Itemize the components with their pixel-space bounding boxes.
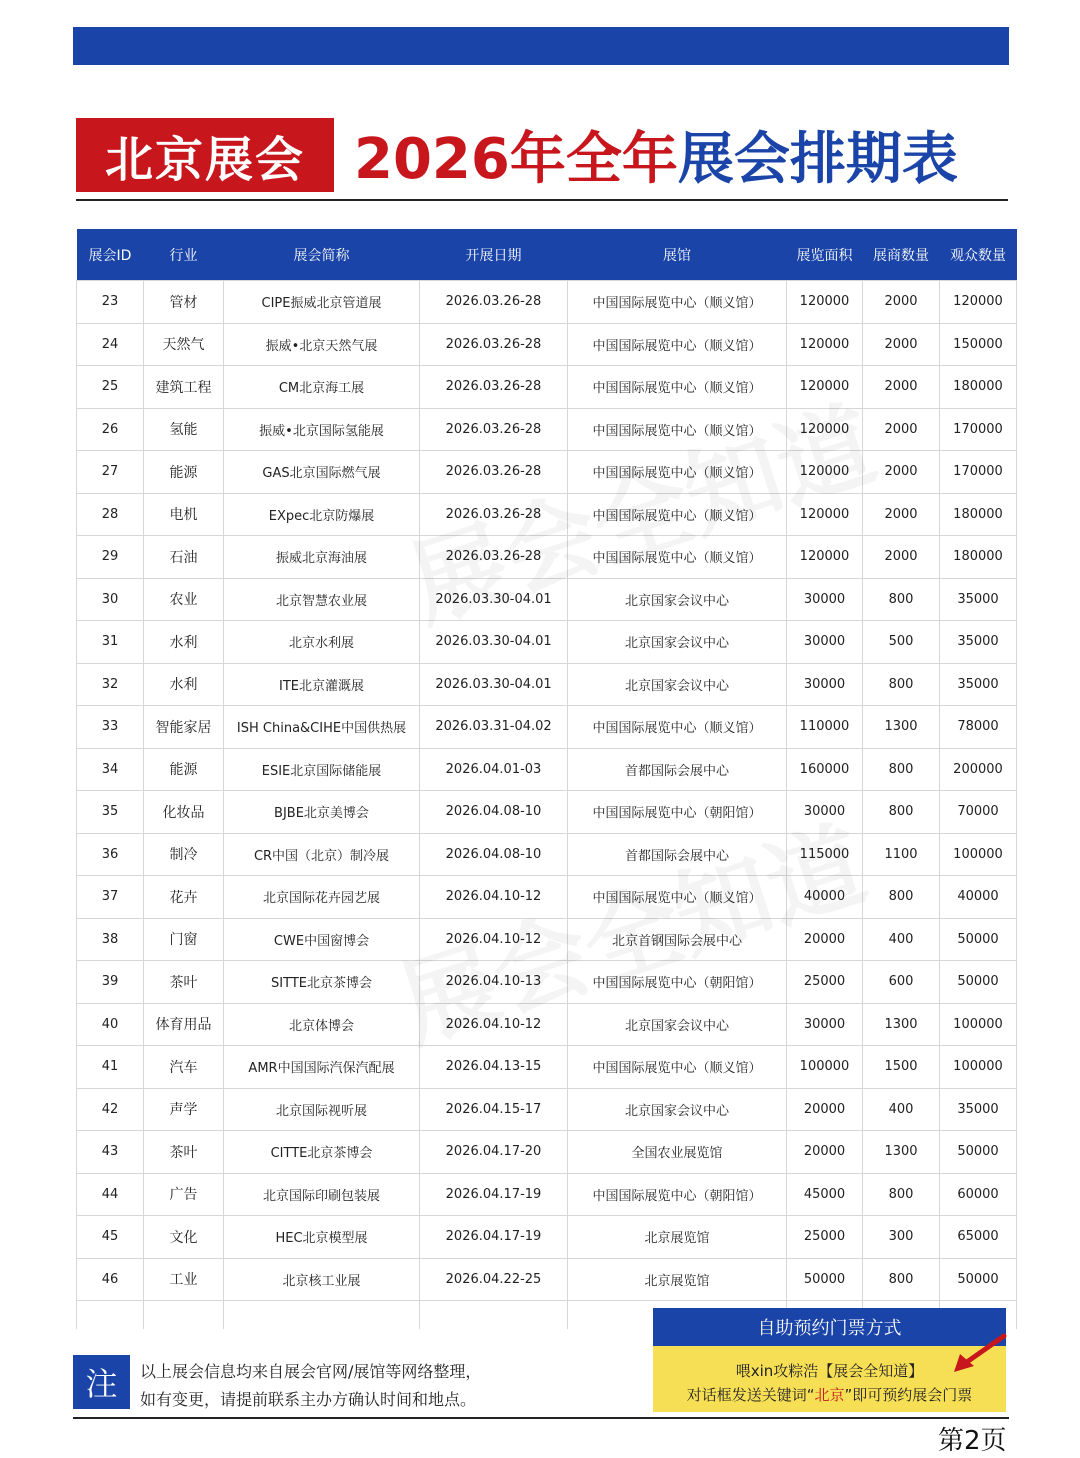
empty-cell [224, 1301, 420, 1330]
cell-venue: 中国国际展览中心（顺义馆） [568, 281, 787, 324]
cell-industry: 声学 [144, 1088, 224, 1131]
cell-id: 35 [77, 791, 144, 834]
note-text [140, 1358, 481, 1414]
table-row [77, 748, 1017, 791]
column-header: 展会ID [77, 229, 144, 281]
cell-date: 2026.03.26-28 [420, 536, 568, 579]
cell-industry: 电机 [144, 493, 224, 536]
cell-industry: 茶叶 [144, 1131, 224, 1174]
title-divider [76, 199, 1008, 201]
cell-exhibitors: 1300 [863, 1131, 940, 1174]
table-row [77, 536, 1017, 579]
cell-exhibitors: 300 [863, 1216, 940, 1259]
cell-exhibitors: 800 [863, 578, 940, 621]
page-title [354, 116, 958, 194]
cell-date: 2026.04.01-03 [420, 748, 568, 791]
table-row [77, 281, 1017, 324]
cell-name: AMR中国国际汽保汽配展 [224, 1046, 420, 1089]
cell-visitors: 78000 [940, 706, 1017, 749]
cell-date: 2026.04.08-10 [420, 833, 568, 876]
cell-visitors: 35000 [940, 1088, 1017, 1131]
cell-name: ISH China&CIHE中国供热展 [224, 706, 420, 749]
schedule-table [76, 229, 1017, 1329]
ticket-heading: 自助预约门票方式 [653, 1308, 1006, 1346]
cell-name: ESIE北京国际储能展 [224, 748, 420, 791]
cell-industry: 天然气 [144, 323, 224, 366]
cell-exhibitors: 1300 [863, 1003, 940, 1046]
table-row [77, 1046, 1017, 1089]
cell-industry: 能源 [144, 451, 224, 494]
cell-venue: 中国国际展览中心（顺义馆） [568, 493, 787, 536]
cell-visitors: 35000 [940, 663, 1017, 706]
top-banner-bar [73, 27, 1009, 65]
ticket-suffix: ”即可预约展会门票 [844, 1386, 973, 1404]
cell-id: 41 [77, 1046, 144, 1089]
cell-venue: 中国国际展览中心（顺义馆） [568, 408, 787, 451]
cell-date: 2026.04.10-13 [420, 961, 568, 1004]
cell-venue: 中国国际展览中心（顺义馆） [568, 536, 787, 579]
cell-name: GAS北京国际燃气展 [224, 451, 420, 494]
cell-visitors: 40000 [940, 876, 1017, 919]
cell-date: 2026.04.22-25 [420, 1258, 568, 1301]
schedule-table-container [76, 229, 1016, 1329]
cell-industry: 汽车 [144, 1046, 224, 1089]
cell-area: 120000 [787, 451, 863, 494]
cell-name: SITTE北京茶博会 [224, 961, 420, 1004]
table-row [77, 408, 1017, 451]
cell-id: 32 [77, 663, 144, 706]
cell-area: 25000 [787, 1216, 863, 1259]
column-header: 展览面积 [787, 229, 863, 281]
cell-area: 30000 [787, 791, 863, 834]
cell-venue: 北京国家会议中心 [568, 1088, 787, 1131]
cell-area: 30000 [787, 578, 863, 621]
cell-date: 2026.03.26-28 [420, 451, 568, 494]
cell-id: 44 [77, 1173, 144, 1216]
cell-area: 45000 [787, 1173, 863, 1216]
cell-name: 振威•北京国际氢能展 [224, 408, 420, 451]
cell-date: 2026.04.15-17 [420, 1088, 568, 1131]
cell-venue: 中国国际展览中心（朝阳馆） [568, 961, 787, 1004]
cell-date: 2026.03.26-28 [420, 281, 568, 324]
city-badge: 北京展会 [76, 118, 334, 192]
table-row [77, 1216, 1017, 1259]
cell-exhibitors: 2000 [863, 493, 940, 536]
cell-area: 30000 [787, 663, 863, 706]
cell-venue: 中国国际展览中心（顺义馆） [568, 451, 787, 494]
cell-area: 160000 [787, 748, 863, 791]
cell-date: 2026.04.17-19 [420, 1173, 568, 1216]
cell-venue: 中国国际展览中心（朝阳馆） [568, 1173, 787, 1216]
cell-id: 28 [77, 493, 144, 536]
cell-id: 29 [77, 536, 144, 579]
cell-name: HEC北京模型展 [224, 1216, 420, 1259]
cell-name: 北京水利展 [224, 621, 420, 664]
note-line-1: 以上展会信息均来自展会官网/展馆等网络整理， [140, 1362, 482, 1381]
cell-venue: 北京展览馆 [568, 1216, 787, 1259]
cell-id: 27 [77, 451, 144, 494]
cell-visitors: 50000 [940, 918, 1017, 961]
cell-industry: 建筑工程 [144, 366, 224, 409]
cell-exhibitors: 500 [863, 621, 940, 664]
cell-id: 46 [77, 1258, 144, 1301]
cell-industry: 化妆品 [144, 791, 224, 834]
cell-id: 23 [77, 281, 144, 324]
cell-venue: 北京国家会议中心 [568, 578, 787, 621]
cell-id: 39 [77, 961, 144, 1004]
table-row [77, 918, 1017, 961]
cell-venue: 北京国家会议中心 [568, 663, 787, 706]
cell-exhibitors: 2000 [863, 408, 940, 451]
cell-venue: 北京展览馆 [568, 1258, 787, 1301]
cell-date: 2026.03.30-04.01 [420, 621, 568, 664]
cell-venue: 中国国际展览中心（顺义馆） [568, 876, 787, 919]
cell-industry: 花卉 [144, 876, 224, 919]
cell-area: 110000 [787, 706, 863, 749]
cell-area: 25000 [787, 961, 863, 1004]
cell-date: 2026.04.10-12 [420, 876, 568, 919]
column-header: 开展日期 [420, 229, 568, 281]
cell-id: 40 [77, 1003, 144, 1046]
cell-exhibitors: 800 [863, 791, 940, 834]
cell-name: 北京体博会 [224, 1003, 420, 1046]
cell-name: CITTE北京茶博会 [224, 1131, 420, 1174]
cell-name: 北京核工业展 [224, 1258, 420, 1301]
page-number: 第2页 [938, 1426, 1007, 1456]
cell-date: 2026.03.26-28 [420, 366, 568, 409]
table-row [77, 1088, 1017, 1131]
cell-id: 42 [77, 1088, 144, 1131]
cell-industry: 农业 [144, 578, 224, 621]
cell-date: 2026.04.13-15 [420, 1046, 568, 1089]
cell-exhibitors: 800 [863, 748, 940, 791]
cell-exhibitors: 800 [863, 663, 940, 706]
title-year: 2026年全年 [354, 127, 678, 192]
cell-id: 38 [77, 918, 144, 961]
cell-area: 115000 [787, 833, 863, 876]
cell-visitors: 100000 [940, 833, 1017, 876]
cell-name: BJBE北京美博会 [224, 791, 420, 834]
column-header: 展商数量 [863, 229, 940, 281]
cell-area: 30000 [787, 621, 863, 664]
cell-venue: 北京首钢国际会展中心 [568, 918, 787, 961]
cell-exhibitors: 600 [863, 961, 940, 1004]
cell-area: 50000 [787, 1258, 863, 1301]
empty-cell [420, 1301, 568, 1330]
column-header: 观众数量 [940, 229, 1017, 281]
table-row [77, 791, 1017, 834]
table-row [77, 876, 1017, 919]
cell-date: 2026.03.31-04.02 [420, 706, 568, 749]
cell-visitors: 35000 [940, 578, 1017, 621]
cell-name: CIPE振威北京管道展 [224, 281, 420, 324]
table-row [77, 451, 1017, 494]
cell-id: 34 [77, 748, 144, 791]
cell-visitors: 170000 [940, 451, 1017, 494]
cell-venue: 全国农业展览馆 [568, 1131, 787, 1174]
cell-name: 北京智慧农业展 [224, 578, 420, 621]
cell-industry: 广告 [144, 1173, 224, 1216]
cell-venue: 首都国际会展中心 [568, 748, 787, 791]
cell-area: 120000 [787, 408, 863, 451]
cell-venue: 中国国际展览中心（顺义馆） [568, 366, 787, 409]
table-row [77, 621, 1017, 664]
cell-name: CR中国（北京）制冷展 [224, 833, 420, 876]
table-row [77, 1131, 1017, 1174]
cell-venue: 首都国际会展中心 [568, 833, 787, 876]
cell-visitors: 120000 [940, 281, 1017, 324]
cell-id: 30 [77, 578, 144, 621]
cell-industry: 能源 [144, 748, 224, 791]
cell-name: ITE北京灌溉展 [224, 663, 420, 706]
cell-visitors: 70000 [940, 791, 1017, 834]
table-row [77, 323, 1017, 366]
ticket-keyword: 北京 [814, 1386, 845, 1404]
cell-id: 24 [77, 323, 144, 366]
cell-area: 20000 [787, 1088, 863, 1131]
cell-venue: 中国国际展览中心（顺义馆） [568, 323, 787, 366]
cell-exhibitors: 1100 [863, 833, 940, 876]
cell-industry: 制冷 [144, 833, 224, 876]
cell-visitors: 150000 [940, 323, 1017, 366]
cell-visitors: 60000 [940, 1173, 1017, 1216]
cell-visitors: 35000 [940, 621, 1017, 664]
cell-exhibitors: 400 [863, 1088, 940, 1131]
cell-id: 25 [77, 366, 144, 409]
cell-name: 北京国际花卉园艺展 [224, 876, 420, 919]
cell-visitors: 170000 [940, 408, 1017, 451]
cell-area: 120000 [787, 493, 863, 536]
cell-exhibitors: 800 [863, 876, 940, 919]
cell-name: CM北京海工展 [224, 366, 420, 409]
cell-exhibitors: 2000 [863, 281, 940, 324]
table-row [77, 493, 1017, 536]
cell-name: CWE中国窗博会 [224, 918, 420, 961]
column-header: 行业 [144, 229, 224, 281]
table-row [77, 961, 1017, 1004]
table-row [77, 833, 1017, 876]
table-row [77, 1003, 1017, 1046]
cell-date: 2026.04.17-20 [420, 1131, 568, 1174]
title-schedule: 展会排期表 [677, 127, 958, 192]
cell-visitors: 200000 [940, 748, 1017, 791]
cell-exhibitors: 800 [863, 1258, 940, 1301]
cell-id: 36 [77, 833, 144, 876]
cell-date: 2026.03.26-28 [420, 408, 568, 451]
column-header: 展馆 [568, 229, 787, 281]
table-row [77, 1173, 1017, 1216]
cell-visitors: 180000 [940, 366, 1017, 409]
cell-industry: 文化 [144, 1216, 224, 1259]
cell-industry: 门窗 [144, 918, 224, 961]
table-row [77, 663, 1017, 706]
empty-cell [77, 1301, 144, 1330]
cell-exhibitors: 1300 [863, 706, 940, 749]
cell-venue: 中国国际展览中心（顺义馆） [568, 706, 787, 749]
ticket-line-1: 喂xin攻粽浩【展会全知道】 [735, 1362, 924, 1380]
cell-date: 2026.04.08-10 [420, 791, 568, 834]
cell-id: 45 [77, 1216, 144, 1259]
cell-date: 2026.03.26-28 [420, 323, 568, 366]
cell-exhibitors: 2000 [863, 536, 940, 579]
cell-visitors: 50000 [940, 961, 1017, 1004]
cell-visitors: 65000 [940, 1216, 1017, 1259]
cell-industry: 体育用品 [144, 1003, 224, 1046]
ticket-line-2 [653, 1384, 1006, 1405]
cell-exhibitors: 400 [863, 918, 940, 961]
cell-exhibitors: 2000 [863, 366, 940, 409]
cell-date: 2026.04.10-12 [420, 918, 568, 961]
cell-area: 120000 [787, 281, 863, 324]
table-row [77, 366, 1017, 409]
cell-visitors: 100000 [940, 1046, 1017, 1089]
cell-date: 2026.04.10-12 [420, 1003, 568, 1046]
cell-area: 120000 [787, 536, 863, 579]
cell-industry: 茶叶 [144, 961, 224, 1004]
cell-exhibitors: 2000 [863, 451, 940, 494]
cell-name: 振威•北京天然气展 [224, 323, 420, 366]
cell-venue: 北京国家会议中心 [568, 1003, 787, 1046]
cell-industry: 水利 [144, 621, 224, 664]
cell-visitors: 50000 [940, 1258, 1017, 1301]
cell-date: 2026.03.30-04.01 [420, 663, 568, 706]
cell-industry: 石油 [144, 536, 224, 579]
cell-name: 北京国际印刷包装展 [224, 1173, 420, 1216]
cell-name: EXpec北京防爆展 [224, 493, 420, 536]
cell-visitors: 180000 [940, 536, 1017, 579]
bottom-divider [73, 1417, 1009, 1419]
cell-industry: 管材 [144, 281, 224, 324]
cell-name: 振威北京海油展 [224, 536, 420, 579]
cell-id: 37 [77, 876, 144, 919]
cell-id: 43 [77, 1131, 144, 1174]
cell-area: 120000 [787, 366, 863, 409]
column-header: 展会简称 [224, 229, 420, 281]
cell-date: 2026.03.26-28 [420, 493, 568, 536]
cell-venue: 中国国际展览中心（顺义馆） [568, 1046, 787, 1089]
cell-area: 20000 [787, 918, 863, 961]
cell-venue: 中国国际展览中心（朝阳馆） [568, 791, 787, 834]
cell-id: 26 [77, 408, 144, 451]
cell-id: 31 [77, 621, 144, 664]
pointer-arrow-icon [950, 1332, 1008, 1374]
cell-exhibitors: 1500 [863, 1046, 940, 1089]
cell-area: 100000 [787, 1046, 863, 1089]
empty-cell [144, 1301, 224, 1330]
table-header-row [77, 229, 1017, 281]
table-body [77, 281, 1017, 1330]
cell-name: 北京国际视听展 [224, 1088, 420, 1131]
table-row [77, 578, 1017, 621]
ticket-prefix: 对话框发送关键词“ [686, 1386, 815, 1404]
cell-area: 30000 [787, 1003, 863, 1046]
cell-visitors: 180000 [940, 493, 1017, 536]
table-row [77, 706, 1017, 749]
cell-exhibitors: 2000 [863, 323, 940, 366]
cell-area: 40000 [787, 876, 863, 919]
cell-date: 2026.03.30-04.01 [420, 578, 568, 621]
note-label: 注 [73, 1355, 130, 1409]
cell-area: 120000 [787, 323, 863, 366]
cell-industry: 氢能 [144, 408, 224, 451]
cell-industry: 水利 [144, 663, 224, 706]
cell-visitors: 100000 [940, 1003, 1017, 1046]
cell-area: 20000 [787, 1131, 863, 1174]
cell-id: 33 [77, 706, 144, 749]
cell-industry: 工业 [144, 1258, 224, 1301]
cell-visitors: 50000 [940, 1131, 1017, 1174]
cell-exhibitors: 800 [863, 1173, 940, 1216]
table-row [77, 1258, 1017, 1301]
cell-venue: 北京国家会议中心 [568, 621, 787, 664]
note-line-2: 如有变更，请提前联系主办方确认时间和地点。 [140, 1390, 477, 1409]
cell-date: 2026.04.17-19 [420, 1216, 568, 1259]
cell-industry: 智能家居 [144, 706, 224, 749]
